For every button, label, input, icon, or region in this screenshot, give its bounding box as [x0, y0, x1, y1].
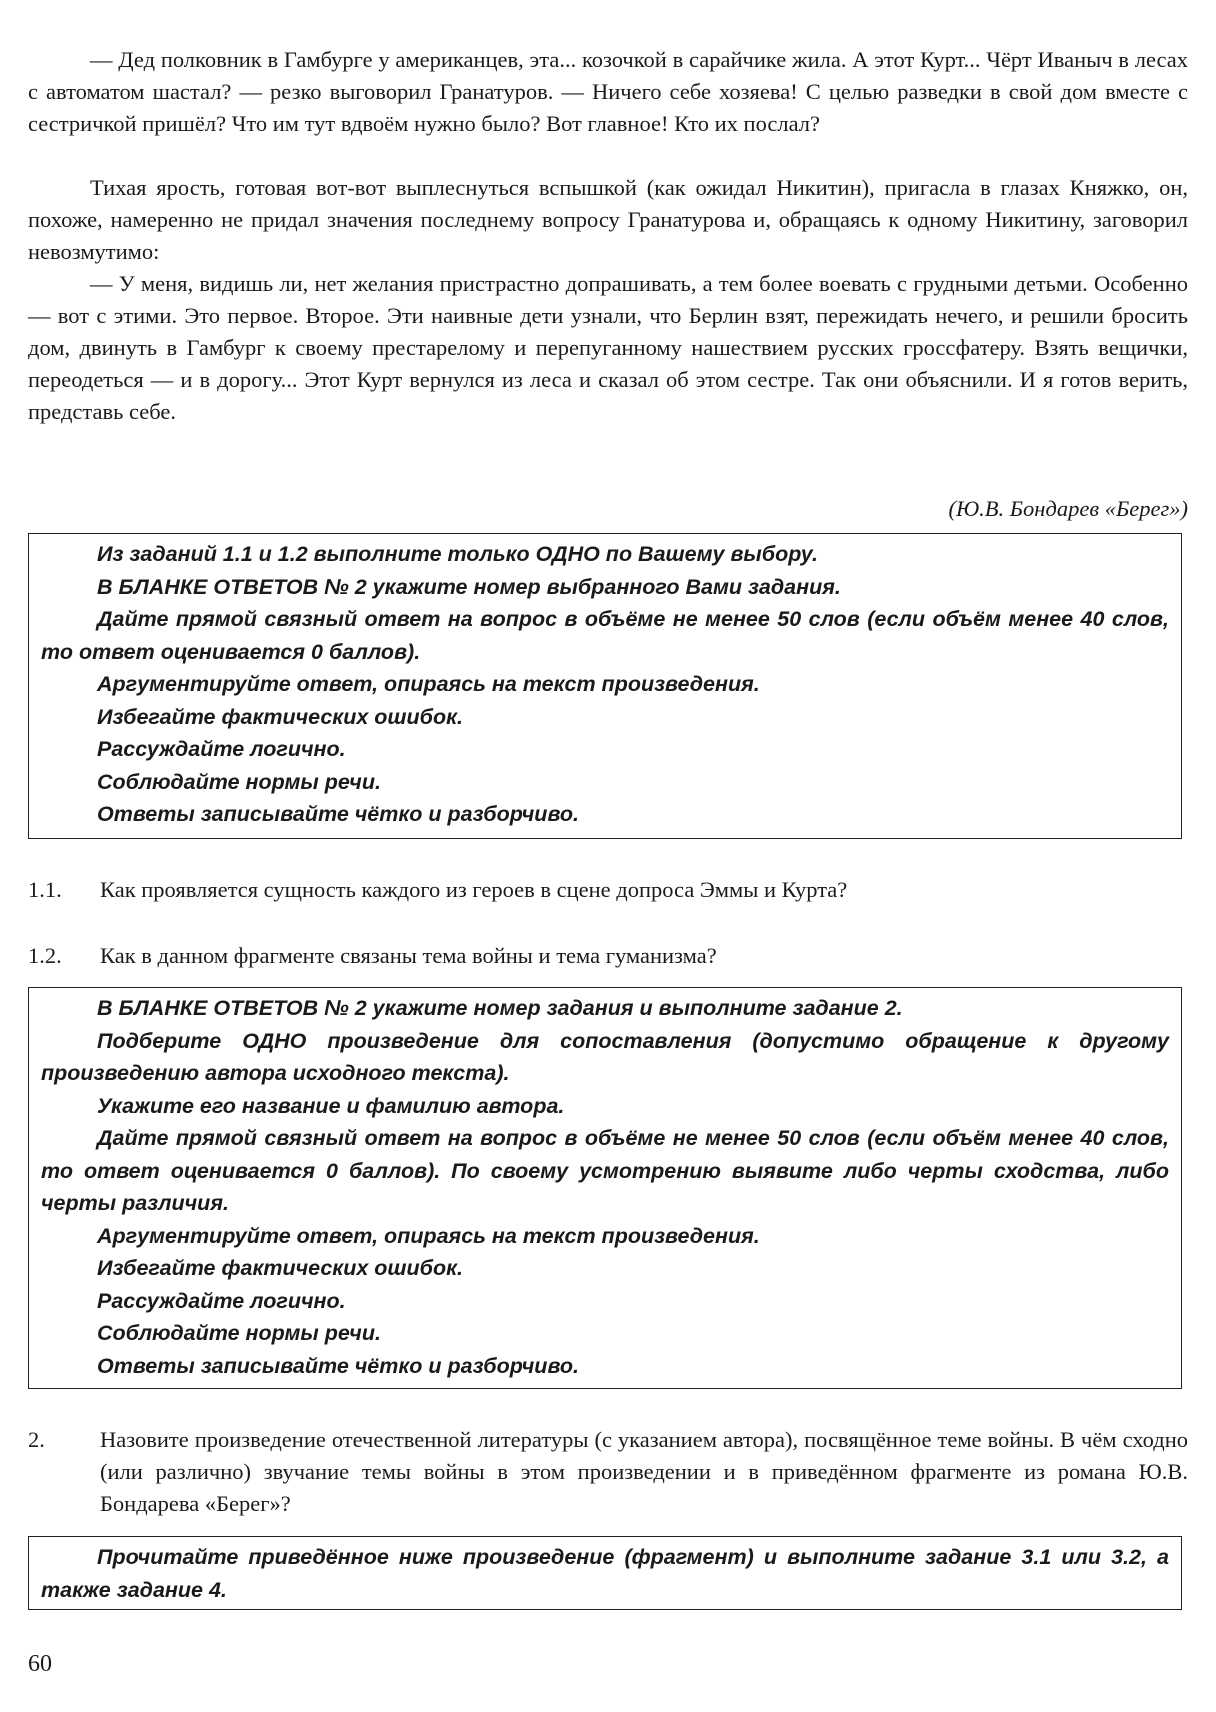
instruction-line: Аргументируйте ответ, опираясь на текст произведения.	[97, 672, 760, 696]
instruction-line: Дайте прямой связный ответ на вопрос в объёме не менее 50 слов (если объём менее 40 слов, то ответ оценивается 0 баллов). По своему усмотрению выявите либо черты сходства, либо черты различия.	[41, 1126, 1169, 1215]
instruction-line: Из заданий 1.1 и 1.2 выполните только ОДНО по Вашему выбору.	[97, 542, 818, 566]
instruction-box-1	[28, 533, 1182, 839]
instruction-line: Дайте прямой связный ответ на вопрос в объёме не менее 50 слов (если объём менее 40 слов, то ответ оценивается 0 баллов).	[41, 607, 1169, 664]
instruction-line: Рассуждайте логично.	[97, 1288, 346, 1313]
question-number: 1.2.	[28, 943, 62, 968]
passage-paragraph-1-text: — Дед полковник в Гамбурге у американцев, эта... козочкой в сарайчике жила. А этот Курт... Чёрт Иваныч в лесах с автоматом шастал? — резко выговорил Гранатуров. — Ничего себе хозяева! С целью разведки в свой дом вместе с сестричкой пришёл? Что им тут вдвоём нужно было? Вот главное! Кто их послал?	[28, 47, 1188, 136]
passage-paragraph-3-text: — У меня, видишь ли, нет желания пристрастно допрашивать, а тем более воевать с грудными детьми. Особенно — вот с этими. Это первое. Второе. Эти наивные дети узнали, что Берлин взят, пережидать нечего, и решили бросить дом, двинуть в Гамбург к своему престарелому и перепуганному нашествием русских гроссфатеру. Взять вещички, переодеться — и в дорогу... Этот Курт вернулся из леса и сказал об этом сестре. Так они объяснили. И я готов верить, представь себе.	[28, 271, 1188, 424]
question-text: Как в данном фрагменте связаны тема войны и тема гуманизма?	[100, 943, 717, 968]
passage-paragraph-3	[28, 268, 1188, 428]
instruction-box-3	[28, 1536, 1182, 1610]
question-text: Назовите произведение отечественной литературы (с указанием автора), посвящённое теме войны. В чём сходно (или различно) звучание темы войны в этом произведении и в приведённом фрагменте из романа Ю.В. Бондарева «Берег»?	[100, 1427, 1188, 1516]
instruction-line: Подберите ОДНО произведение для сопоставления (допустимо обращение к другому произведению автора исходного текста).	[41, 1028, 1169, 1085]
passage-source: (Ю.В. Бондарев «Берег»)	[948, 496, 1188, 521]
instruction-line: Рассуждайте логично.	[97, 737, 346, 761]
page-number: 60	[28, 1651, 52, 1677]
passage-paragraph-1	[28, 44, 1188, 140]
instruction-line: Прочитайте приведённое ниже произведение (фрагмент) и выполните задание 3.1 или 3.2, а также задание 4.	[41, 1545, 1169, 1602]
instruction-line: Укажите его название и фамилию автора.	[97, 1093, 565, 1118]
passage-paragraph-2	[28, 172, 1188, 268]
instruction-line: Соблюдайте нормы речи.	[97, 1321, 381, 1345]
instruction-box-2	[28, 987, 1182, 1389]
instruction-line: В БЛАНКЕ ОТВЕТОВ № 2 укажите номер задания и выполните задание 2.	[97, 996, 903, 1020]
instruction-line: Соблюдайте нормы речи.	[97, 769, 381, 794]
instruction-line: Ответы записывайте чётко и разборчиво.	[97, 802, 579, 826]
question-number: 1.1.	[28, 877, 62, 902]
instruction-line: Аргументируйте ответ, опираясь на текст произведения.	[97, 1223, 760, 1248]
instruction-line: Избегайте фактических ошибок.	[97, 704, 463, 729]
instruction-line: В БЛАНКЕ ОТВЕТОВ № 2 укажите номер выбранного Вами задания.	[97, 574, 841, 599]
instruction-line: Ответы записывайте чётко и разборчиво.	[97, 1353, 579, 1378]
passage-paragraph-2-text: Тихая ярость, готовая вот-вот выплеснуться вспышкой (как ожидал Никитин), пригасла в глазах Княжко, он, похоже, намеренно не придал значения последнему вопросу Гранатурова и, обращаясь к одному Никитину, заговорил невозмутимо:	[28, 175, 1188, 264]
question-text: Как проявляется сущность каждого из героев в сцене допроса Эммы и Курта?	[100, 877, 848, 902]
instruction-line: Избегайте фактических ошибок.	[97, 1256, 463, 1280]
question-2	[28, 1424, 1188, 1524]
question-number: 2.	[28, 1427, 45, 1452]
